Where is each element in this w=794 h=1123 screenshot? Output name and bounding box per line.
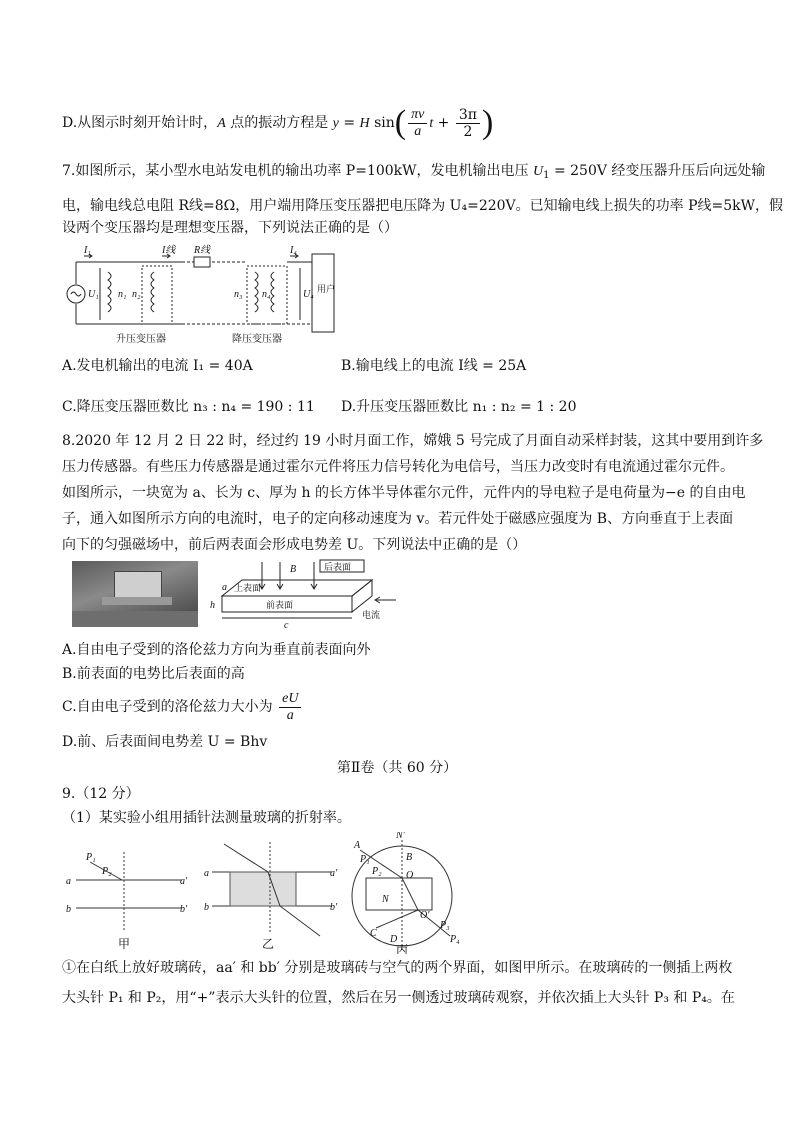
svg-text:a′: a′ (330, 868, 338, 879)
svg-text:h: h (210, 600, 215, 611)
svg-text:a: a (204, 868, 209, 879)
hall-element-diagram (200, 558, 400, 630)
svg-text:前表面: 前表面 (266, 600, 294, 610)
section-title: 第Ⅱ卷（共 60 分） (336, 760, 458, 776)
svg-text:P₁: P₁ (360, 854, 370, 865)
q8-line-1: 8.2020 年 12 月 2 日 22 时，经过约 19 小时月面工作，嫦娥 5 号完成了月面自动采样封装，这其中要用到许多 (62, 433, 764, 449)
q7-line-1: 7.如图所示，某小型水电站发电机的输出功率 P=100kW，发电机输出电压 $U_1 = 250V$ 经变压器升压后向远处输 (62, 163, 766, 181)
svg-text:D: D (390, 934, 398, 945)
svg-text:I₄: I₄ (290, 245, 297, 256)
q8-option-c: C.自由电子受到的洛伦兹力大小为 $\frac{eU}{a}$ (62, 690, 303, 724)
q8-line-2: 压力传感器。有些压力传感器是通过霍尔元件将压力信号转化为电信号，当压力改变时有电流通过霍尔元件。 (62, 459, 734, 475)
q7-line-3: 设两个变压器均是理想变压器，下列说法正确的是（） (62, 220, 398, 236)
q9-sub1: （1）某实验小组用插针法测量玻璃的折射率。 (62, 810, 351, 826)
q9-para-2: 大头针 P₁ 和 P₂，用“+”表示大头针的位置，然后在另一侧透过玻璃砖观察，并依次插上大头针 P₃ 和 P₄。在 (62, 990, 735, 1006)
svg-text:B: B (406, 852, 413, 863)
svg-text:U₄: U₄ (303, 289, 314, 300)
q9-title: 9.（12 分） (62, 786, 140, 802)
q7-option-a: A.发电机输出的电流 I₁ = 40A (62, 358, 253, 374)
svg-text:降压变压器: 降压变压器 (232, 334, 282, 345)
svg-text:P₂: P₂ (372, 866, 382, 877)
svg-text:用户: 用户 (317, 284, 336, 294)
q6-option-d: D.从图示时刻开始计时，A 点的振动方程是 y = H sin( $\frac{\pi v}{a}$ t + $\frac{3\pi}{2}$ ) (62, 104, 494, 141)
q9-para-1: ①在白纸上放好玻璃砖，aa′ 和 bb′ 分别是玻璃砖与空气的两个界面，如图甲所示。在玻璃砖的一侧插上两枚 (62, 960, 733, 976)
q8-line-3: 如图所示，一块宽为 a、长为 c、厚为 h 的长方体半导体霍尔元件，元件内的导电粒子是电荷量为−e 的自由电 (62, 485, 746, 501)
svg-text:乙: 乙 (262, 937, 275, 951)
svg-text:O′: O′ (420, 910, 430, 921)
frac-3pi-over-2: $\frac{3\pi}{2}$ (456, 107, 480, 140)
svg-text:O: O (406, 870, 414, 881)
svg-text:I线: I线 (162, 245, 176, 256)
q7-option-d: D.升压变压器匝数比 n₁ : n₂ = 1 : 20 (341, 399, 577, 415)
refraction-figures (62, 832, 462, 954)
q7-option-b: B.输电线上的电流 I线 = 25A (341, 358, 527, 374)
svg-text:a′: a′ (180, 876, 188, 887)
frac-pv-over-a: $\frac{\pi v}{a}$ (408, 107, 427, 140)
q8-line-5: 向下的匀强磁场中，前后两表面会形成电势差 U。下列说法中正确的是（） (62, 537, 527, 553)
svg-text:U₁: U₁ (88, 289, 99, 300)
line-resistor (194, 257, 210, 267)
svg-text:P₄: P₄ (450, 934, 460, 945)
svg-text:n₂: n₂ (132, 289, 141, 300)
q8-option-a: A.自由电子受到的洛伦兹力方向为垂直前表面向外 (62, 642, 371, 658)
svg-text:b′: b′ (330, 902, 338, 913)
svg-text:丙: 丙 (396, 943, 409, 954)
svg-text:n₃: n₃ (234, 289, 243, 300)
q8-option-d: D.前、后表面间电势差 U = Bhv (62, 734, 268, 750)
svg-text:P₂: P₂ (102, 866, 112, 877)
svg-text:后表面: 后表面 (324, 562, 352, 572)
svg-text:C: C (370, 928, 377, 939)
q8-line-4: 子，通入如图所示方向的电流时，电子的定向移动速度为 v。若元件处于磁感应强度为 B、方向垂直于上表面 (62, 511, 734, 527)
lunar-lander-photo (72, 561, 198, 627)
svg-text:N′: N′ (396, 832, 405, 841)
svg-text:b: b (204, 902, 209, 913)
svg-text:甲: 甲 (118, 937, 131, 951)
svg-text:P₁: P₁ (86, 852, 96, 863)
svg-text:I₁: I₁ (84, 245, 91, 256)
svg-text:B: B (290, 564, 297, 575)
svg-text:c: c (284, 620, 289, 630)
svg-text:n₁: n₁ (118, 289, 127, 300)
transformer-circuit-diagram (62, 242, 342, 348)
svg-text:b′: b′ (180, 904, 188, 915)
svg-text:电流: 电流 (362, 610, 381, 620)
svg-text:b: b (66, 904, 71, 915)
svg-text:n₄: n₄ (262, 289, 271, 300)
svg-text:上表面: 上表面 (234, 583, 262, 593)
svg-text:P₃: P₃ (440, 920, 450, 931)
svg-text:A: A (354, 840, 361, 851)
svg-text:N: N (382, 894, 389, 905)
q8-option-b: B.前表面的电势比后表面的高 (62, 666, 245, 682)
q7-option-c: C.降压变压器匝数比 n₃ : n₄ = 190 : 11 (62, 399, 315, 415)
svg-text:R线: R线 (194, 245, 211, 256)
svg-text:升压变压器: 升压变压器 (116, 334, 166, 345)
q7-line-2: 电，输电线总电阻 R线=8Ω，用户端用降压变压器把电压降为 U₄=220V。已知输电线上损失的功率 P线=5kW，假 (62, 198, 784, 214)
svg-text:a: a (222, 582, 227, 593)
svg-text:a: a (66, 876, 71, 887)
